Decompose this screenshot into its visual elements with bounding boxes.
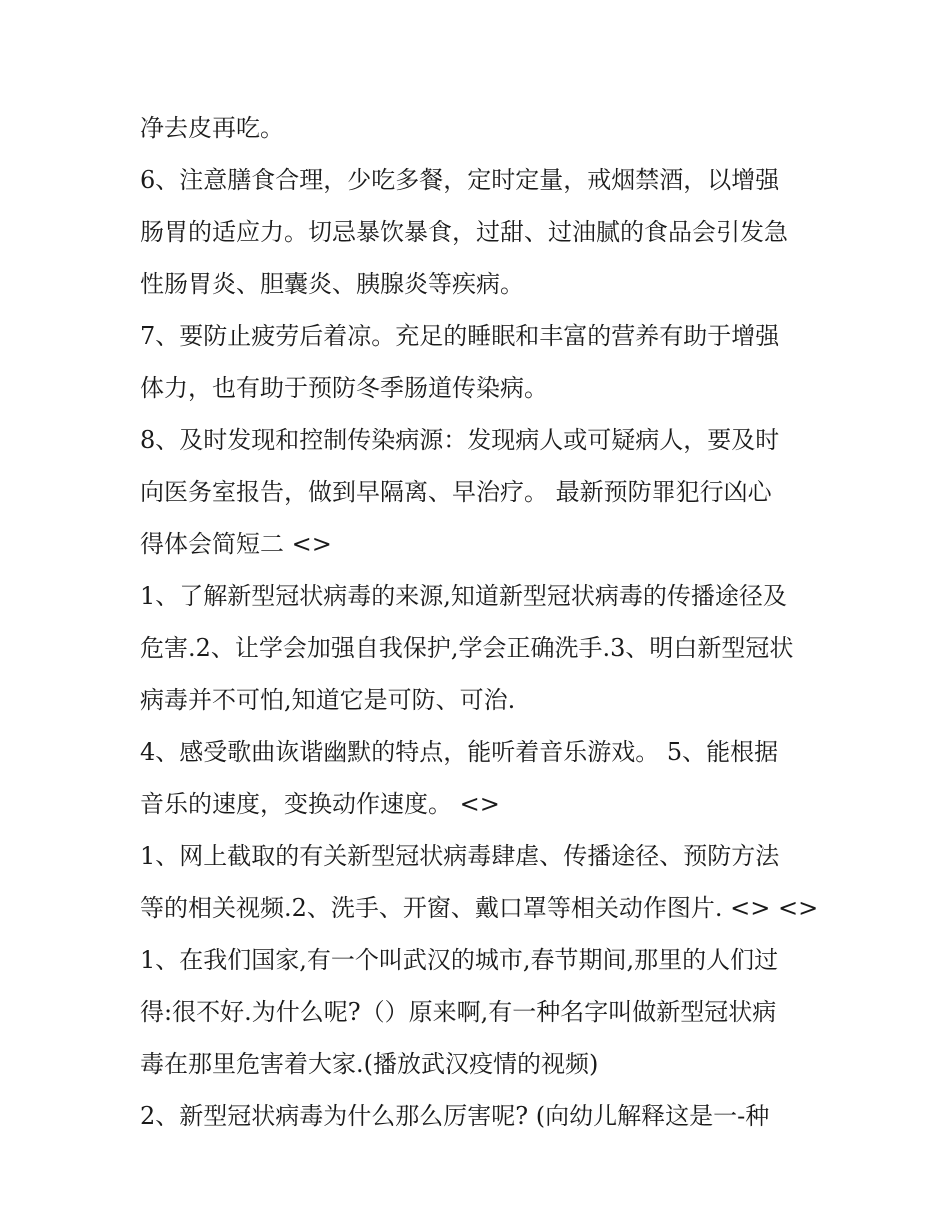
text-line: 体力，也有助于预防冬季肠道传染病。 [140,374,548,402]
text-line: 音乐的速度，变换动作速度。 <> [140,790,500,818]
text-line: 性肠胃炎、胆囊炎、胰腺炎等疾病。 [140,270,524,298]
text-line: 得:很不好.为什么呢?（）原来啊,有一种名字叫做新型冠状病 [140,998,777,1026]
text-line: 6、注意膳食合理，少吃多餐，定时定量，戒烟禁酒，以增强 [140,166,780,194]
text-line: 毒在那里危害着大家.(播放武汉疫情的视频) [140,1050,599,1078]
text-line: 4、感受歌曲诙谐幽默的特点，能听着音乐游戏。 5、能根据 [140,738,779,766]
text-line: 1、了解新型冠状病毒的来源,知道新型冠状病毒的传播途径及 [140,582,787,610]
text-line: 7、要防止疲劳后着凉。充足的睡眠和丰富的营养有助于增强 [140,322,780,350]
text-line: 1、网上截取的有关新型冠状病毒肆虐、传播途径、预防方法 [140,842,780,870]
text-line: 向医务室报告，做到早隔离、早治疗。 最新预防罪犯行凶心 [140,478,772,506]
text-line: 1、在我们国家,有一个叫武汉的城市,春节期间,那里的人们过 [140,946,779,974]
text-line: 得体会简短二 <> [140,530,332,558]
document-body [140,108,830,1148]
text-line: 病毒并不可怕,知道它是可防、可治. [140,686,516,714]
text-line: 2、新型冠状病毒为什么那么厉害呢? (向幼儿解释这是一-种 [140,1102,770,1130]
text-line: 净去皮再吃。 [140,114,284,142]
text-line: 肠胃的适应力。切忌暴饮暴食，过甜、过油腻的食品会引发急 [140,218,788,246]
text-line: 危害.2、让学会加强自我保护,学会正确洗手.3、明白新型冠状 [140,634,794,662]
text-line: 等的相关视频.2、洗手、开窗、戴口罩等相关动作图片. <> <> [140,894,819,922]
text-line: 8、及时发现和控制传染病源：发现病人或可疑病人，要及时 [140,426,780,454]
